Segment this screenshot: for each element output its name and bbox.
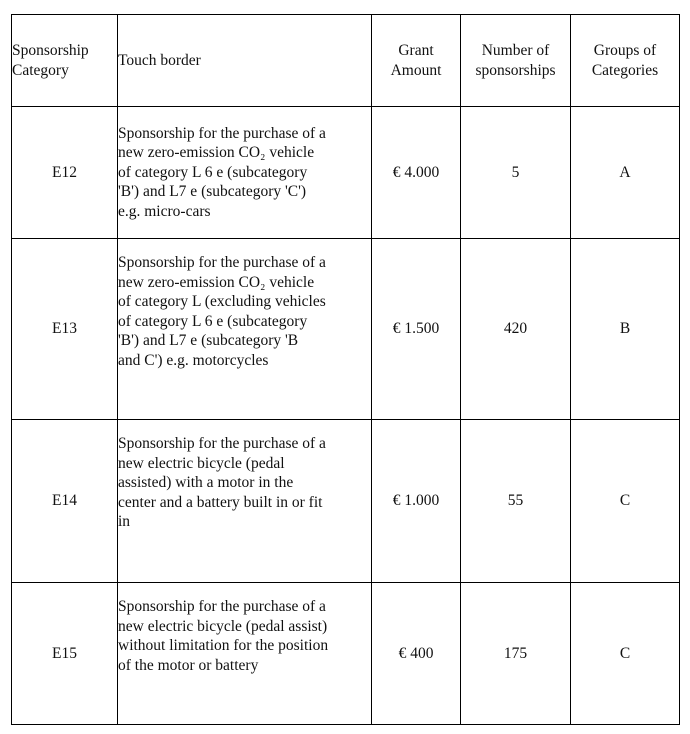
row-group: C [571, 583, 680, 725]
table-row [12, 239, 680, 420]
row-grant-amount: € 400 [372, 583, 461, 725]
row-description: Sponsorship for the purchase of a new electric bicycle (pedal assisted) with a motor in the center and a battery built in or fit in [118, 420, 372, 583]
row-number-of-sponsorships: 175 [461, 583, 571, 725]
header-groups-of-categories: Groups of Categories [571, 15, 680, 107]
header-grant-amount: Grant Amount [372, 15, 461, 107]
row-number-of-sponsorships: 420 [461, 239, 571, 420]
header-touch-border: Touch border [118, 15, 372, 107]
row-grant-amount: € 4.000 [372, 107, 461, 239]
row-number-of-sponsorships: 55 [461, 420, 571, 583]
table-row [12, 583, 680, 725]
table-header-row [12, 15, 680, 107]
row-group: A [571, 107, 680, 239]
row-category: E13 [12, 239, 118, 420]
row-category: E15 [12, 583, 118, 725]
table-row [12, 107, 680, 239]
row-group: C [571, 420, 680, 583]
row-description: Sponsorship for the purchase of a new zero-emission CO₂ vehicle of category L (excluding vehicles of category L 6 e (subcategory 'B') and L7 e (subcategory 'B and C') e.g. motorcycles [118, 239, 372, 420]
row-description: Sponsorship for the purchase of a new electric bicycle (pedal assist) without limitation for the position of the motor or battery [118, 583, 372, 725]
header-sponsorship-category: Sponsorship Category [12, 15, 118, 107]
header-number-of-sponsorships: Number of sponsorships [461, 15, 571, 107]
row-group: B [571, 239, 680, 420]
row-grant-amount: € 1.000 [372, 420, 461, 583]
row-number-of-sponsorships: 5 [461, 107, 571, 239]
row-category: E14 [12, 420, 118, 583]
row-description: Sponsorship for the purchase of a new zero-emission CO₂ vehicle of category L 6 e (subcategory 'B') and L7 e (subcategory 'C') e.g. micro-cars [118, 107, 372, 239]
row-grant-amount: € 1.500 [372, 239, 461, 420]
sponsorship-table [11, 14, 680, 725]
table-row [12, 420, 680, 583]
row-category: E12 [12, 107, 118, 239]
